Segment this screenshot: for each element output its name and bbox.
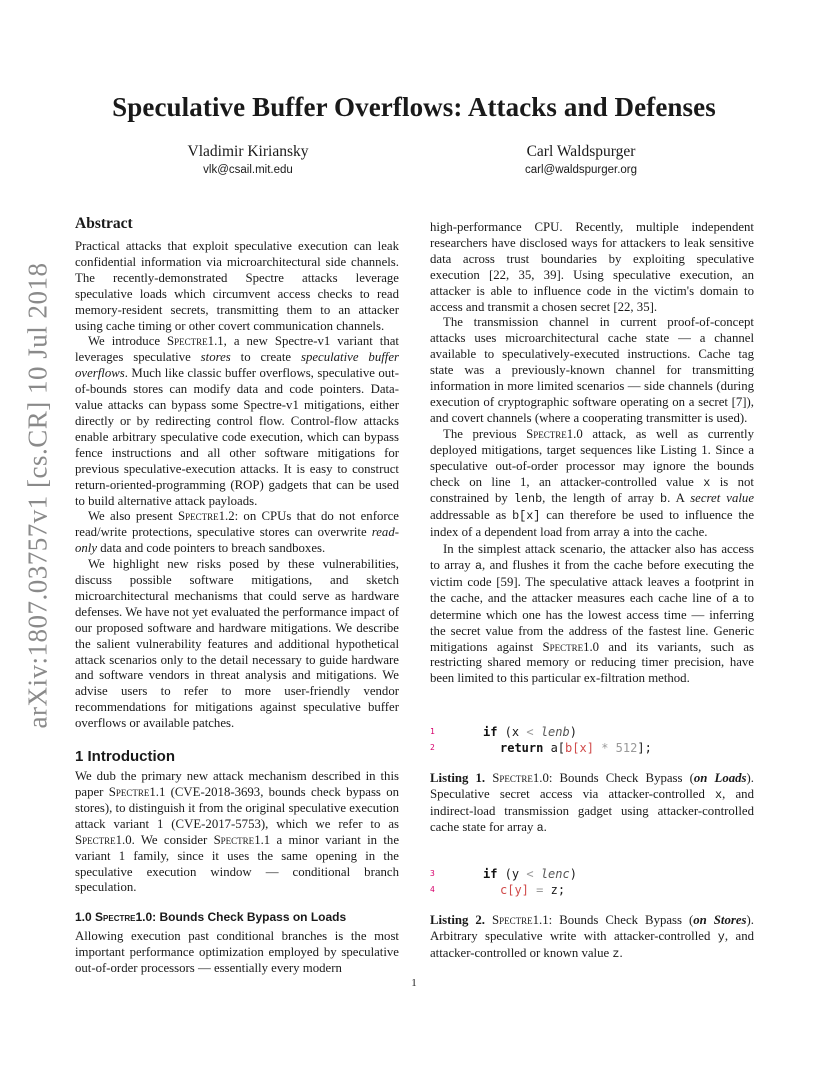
author-email: carl@waldspurger.org (524, 164, 638, 176)
body-paragraph-2: The transmission channel in current proof-of-concept attacks uses microarchitectural cache state — a channel available to speculatively-executed instructions. Cache tag state was a previously-known channel for transmitting information in more limited scenarios — side channels (during execution of cryptographic software operating on a secret [7]), and covert channels (where a cooperating transmitter is used). (430, 315, 754, 425)
right-column (430, 220, 754, 975)
body-paragraph-1: high-performance CPU. Recently, multiple independent researchers have disclosed ways for attackers to leak sensitive data across trust boundaries by exploiting speculative execution [22, 35, 39]. Using speculative execution, an attacker is able to influence code in the victim's domain to access and transmit a chosen secret [22, 35]. (430, 220, 754, 314)
subsection-heading: 1.0 Spectre1.0: Bounds Check Bypass on Loads (75, 910, 347, 925)
page-number: 1 (411, 977, 417, 989)
introduction-paragraph-2: Allowing execution past conditional branches is the most important performance optimization employed by speculative out-of-order processors — essentially every modern (75, 929, 399, 976)
arxiv-identifier (12, 215, 64, 775)
author-name: Vladimir Kiriansky (187, 143, 309, 160)
introduction-heading: 1 Introduction (75, 748, 175, 766)
code-line: 1 if (x < lenb) (430, 725, 577, 740)
author-1 (118, 142, 378, 178)
code-line: 2 return a[b[x] * 512]; (430, 741, 652, 756)
arxiv-identifier-text: arXiv:1807.03757v1 [cs.CR] 10 Jul 2018 (22, 262, 53, 728)
paper-title: Speculative Buffer Overflows: Attacks and Defenses (112, 92, 716, 122)
abstract-paragraph-1: Practical attacks that exploit speculative execution can leak confidential information via microarchitectural side channels. The recently-demonstrated Spectre attacks leverage speculative loads which circumvent access checks to read memory-resident secrets, transmitting them to an attacker using cache timing or other covert communication channels. (75, 239, 399, 333)
author-2 (451, 142, 711, 178)
body-paragraph-3: The previous Spectre1.0 attack, as well as currently deployed mitigations, target sequences like Listing 1. Since a speculative out-of-order processor may ignore the bounds check on line 1, an attacker-controlled value x is not constrained by lenb, the length of array b. A secret value addressable as b[x] can therefore be used to influence the index of a dependent load from array a into the cache. (430, 426, 755, 541)
code-line: 4 c[y] = z; (430, 882, 566, 897)
author-name: Carl Waldspurger (526, 143, 636, 160)
code-listing-2 (430, 867, 754, 901)
line-number: 4 (430, 884, 435, 894)
introduction-paragraph-1: We dub the primary new attack mechanism described in this paper Spectre1.1 (CVE-2018-3693, bounds check bypass on stores), to distinguish it from the original speculative execution attack variant 1 (CVE-2017-5753), which we refer to as Spectre1.0. We consider Spectre1.1 a minor variant in the variant 1 family, since it uses the same opening in the speculative execution window — conditional branch speculation. (75, 769, 400, 895)
abstract-heading: Abstract (75, 215, 133, 232)
left-column (75, 215, 399, 977)
abstract-paragraph-4: We highlight new risks posed by these vulnerabilities, discuss possible software mitigations, and sketch microarchitectural mechanisms that could serve as hardware defenses. We have not yet evaluated the performance impact of our proposed software and hardware mitigations. We describe the salient vulnerability features and additional hypothetical attack scenarios only to the detail necessary to guide hardware and software vendors in threat analysis and mitigations. We advise users to refer to more user-friendly vendor recommendations for mitigations against speculative buffer overflows or available patches. (75, 557, 399, 731)
author-email: vlk@csail.mit.edu (203, 164, 293, 176)
listing-2-caption: Listing 2. Spectre1.1: Bounds Check Bypass (on Stores). Arbitrary speculative write with attacker-controlled y, and attacker-controlled or known value z. (430, 912, 754, 961)
abstract-paragraph-3: We also present Spectre1.2: on CPUs that do not enforce read/write protections, speculative stores can overwrite read-only data and code pointers to breach sandboxes. (75, 509, 399, 556)
body-paragraph-4: In the simplest attack scenario, the attacker also has access to array a, and flushes it from the cache before executing the victim code [59]. The speculative attack leaves a footprint in the cache, and the attacker measures each cache line of a to determine which one has the lowest access time — inferring the secret value from the address of the fastest line. Generic mitigations against Spectre1.0 and its variants, such as restricting shared memory or reducing timer precision, have been limited to this particular ex-filtration method. (430, 542, 755, 686)
listing-1-caption: Listing 1. Spectre1.0: Bounds Check Bypass (on Loads). Speculative secret access via attacker-controlled x, and indirect-load transmission gadget using attacker-controlled cache state for array a. (430, 771, 754, 835)
code-listing-1 (430, 725, 754, 759)
code-line: 3 if (y < lenc) (430, 866, 577, 881)
line-number: 2 (430, 743, 435, 753)
abstract-paragraph-2: We introduce Spectre1.1, a new Spectre-v1 variant that leverages speculative stores to create speculative buffer overflows. Much like classic buffer overflows, speculative out-of-bounds stores can modify data and code pointers. Data-value attacks can bypass some Spectre-v1 mitigations, either directly or by redirecting control flow. Control-flow attacks enable arbitrary speculative code execution, which can bypass fence instructions and all other software mitigations for previous speculative-execution attacks. It is easy to construct return-oriented-programming (ROP) gadgets that can be used to build alternative attack payloads. (75, 334, 399, 508)
line-number: 1 (430, 727, 435, 737)
line-number: 3 (430, 868, 435, 878)
